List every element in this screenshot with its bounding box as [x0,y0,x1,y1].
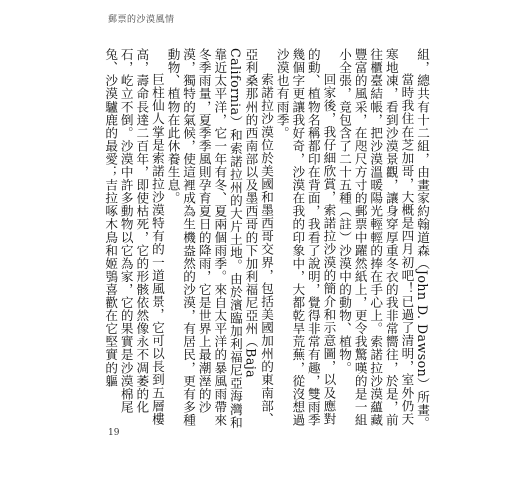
running-header: 郵票的沙漠風情 [108,15,175,25]
paragraph: 巨柱仙人掌是索諾拉沙漠特有的一道風景，它可以長到五層樓高，壽命長達二百年，即使枯死，它的形骸依然像永不凋萎的化石，屹立不倒。沙漠中許多動物以它為家，它的果實是沙漠棉尾兔、沙漠驢鹿的最愛；吉拉啄木鳥和姬鴞喜歡在它堅實的軀 [103,48,165,426]
paragraph: 當時我住在芝加哥，大概是四月初吧！已過了清明，室外仍天寒地凍，看到沙漠景觀，讓身穿厚重冬衣的我非常嚮往，於是，前往櫃臺結帳，把沙漠溫暖陽光輕輕的捧在手心上。索諾拉沙漠蘊藏豐富的風采，在咫尺方寸的郵票中躍然紙上，更令我驚嘆的是一組小全張，竟包含了二十五種（註）沙漠中的動物、植物。 [337,48,415,427]
paragraph: 組，總共有十二組，由畫家約翰道森（John D. Dawson）所畫。 [415,48,430,430]
paragraph: 索諾拉沙漠位於美國和墨西哥交界，包括美國加州的東南部、亞利桑那州的西南部以及墨西哥的下加利福尼亞州（Baja California）和索諾拉州的大片土地。由於濱臨加利福尼亞海灣和靠近太平洋，它一年有冬、夏兩個雨季。來自太平洋的暴風雨帶來冬季雨量，夏季季風則孕育夏日的降雨，它是世界上最潮溼的沙漠，獨特的氣候，使這裡成為生機盎然的沙漠，有居民，更有多種動物、植物在此休養生息。 [165,48,275,429]
paragraph: 回家後，我仔細欣賞，索諾拉沙漠的簡介和示意圖，以及應對的動、植物名稱都印在背面，我看了說明，覺得非常有趣，雙雨季幾個字更讓我好奇，沙漠在我的印象中，大都乾旱荒蕪，從沒想過沙漠也有雨季。 [274,48,337,427]
page-number: 19 [108,428,120,438]
body-text [103,48,430,430]
